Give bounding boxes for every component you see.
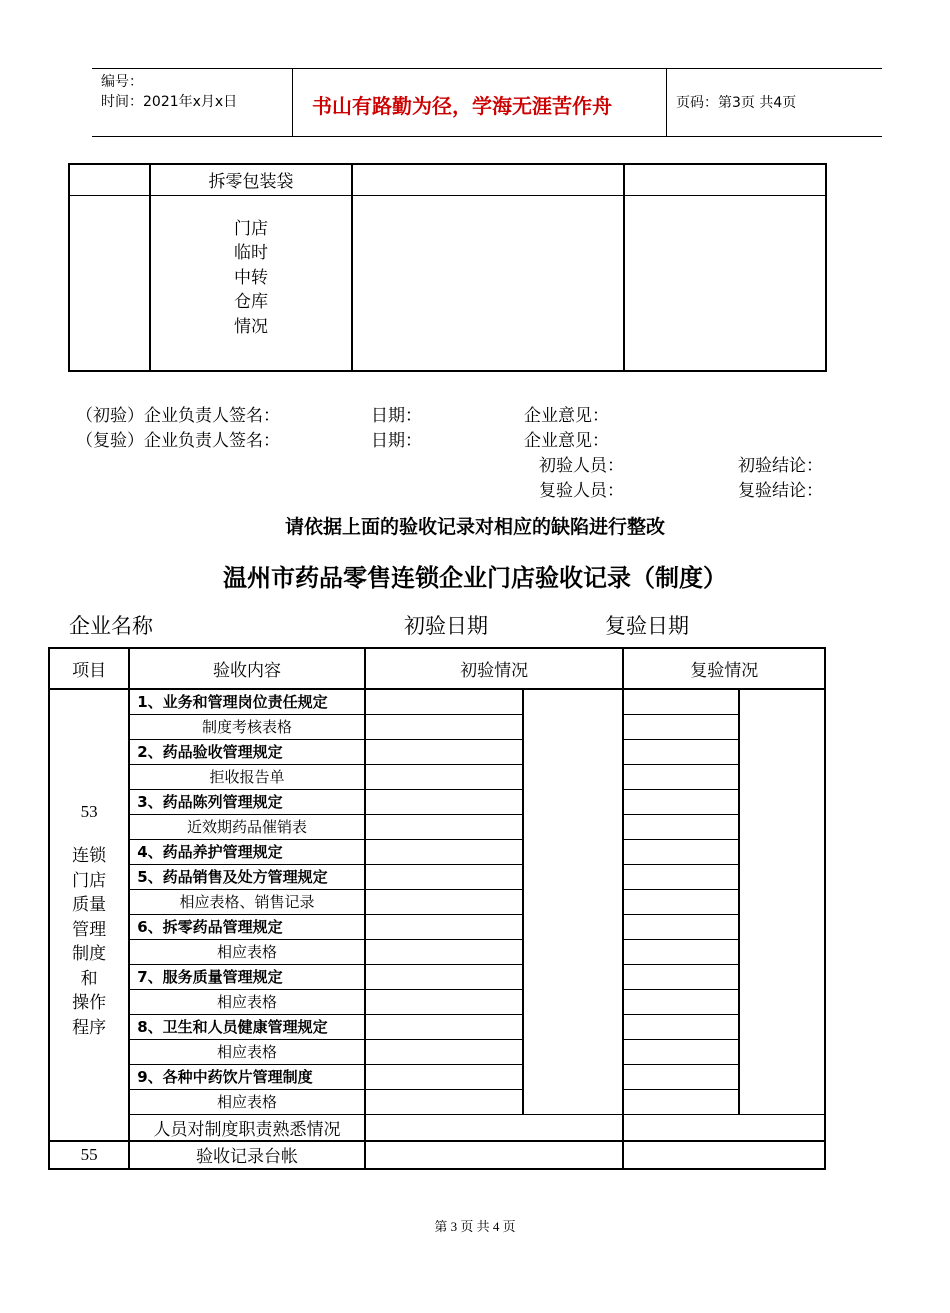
continuation-table <box>68 163 827 372</box>
first-check-cell <box>365 1064 523 1089</box>
first-check-cell <box>365 989 523 1014</box>
group-label-line: 质量 <box>72 895 107 915</box>
table-cell-store-warehouse <box>150 195 352 371</box>
page-info: 页码：第3页 共4页 <box>676 95 797 111</box>
re-check-cell <box>623 839 738 864</box>
first-check-signature-label: （初验）企业负责人签名： <box>76 406 280 426</box>
table-row <box>49 1014 825 1039</box>
content-cell: 相应表格 <box>129 1089 365 1114</box>
re-check-cell <box>623 789 738 814</box>
header-re-check: 复验情况 <box>623 648 825 689</box>
table-row <box>49 889 825 914</box>
content-cell: 拒收报告单 <box>129 764 365 789</box>
re-check-cell <box>623 739 738 764</box>
content-cell: 7、服务质量管理规定 <box>129 964 365 989</box>
re-check-cell <box>623 1141 825 1169</box>
first-check-cell <box>365 764 523 789</box>
group-label-line: 制度 <box>72 944 107 964</box>
table-row <box>49 689 825 714</box>
enterprise-name-label: 企业名称 <box>69 614 153 638</box>
first-check-cell <box>365 739 523 764</box>
re-check-date-label: 日期： <box>371 431 422 451</box>
re-check-cell <box>623 914 738 939</box>
group-label-line: 和 <box>80 968 98 989</box>
re-check-cell <box>623 1064 738 1089</box>
content-cell: 3、药品陈列管理规定 <box>129 789 365 814</box>
group-label-line: 管理 <box>72 919 107 940</box>
table-cell <box>69 164 150 195</box>
content-cell: 8、卫生和人员健康管理规定 <box>129 1014 365 1039</box>
table-row <box>49 1089 825 1114</box>
re-check-cell <box>623 1114 825 1141</box>
re-check-cell <box>623 764 738 789</box>
content-cell: 1、业务和管理岗位责任规定 <box>129 689 365 714</box>
re-check-cell <box>623 1014 738 1039</box>
first-check-cell <box>365 714 523 739</box>
table-row <box>69 195 826 371</box>
table-row <box>49 964 825 989</box>
table-row <box>49 789 825 814</box>
re-check-signature-label: （复验）企业负责人签名： <box>76 431 280 451</box>
content-cell: 相应表格 <box>129 989 365 1014</box>
table-row <box>49 1114 825 1141</box>
group-code: 53 <box>80 802 98 821</box>
doc-time-label: 时间：2021年x月x日 <box>101 94 238 110</box>
header-divider <box>666 68 667 136</box>
content-cell: 相应表格 <box>129 1039 365 1064</box>
re-check-cell <box>623 989 738 1014</box>
content-cell: 5、药品销售及处方管理规定 <box>129 864 365 889</box>
row-code: 55 <box>49 1141 129 1169</box>
table-cell-packaging: 拆零包装袋 <box>150 164 352 195</box>
first-check-cell <box>365 864 523 889</box>
re-check-cell <box>623 1089 738 1114</box>
first-inspector-label: 初验人员： <box>539 456 624 476</box>
table-cell <box>352 195 624 371</box>
table-row <box>49 939 825 964</box>
re-check-opinion-label: 企业意见： <box>524 431 609 451</box>
first-check-cell <box>365 1089 523 1114</box>
first-check-cell <box>365 964 523 989</box>
re-check-date-field: 复验日期 <box>605 614 689 638</box>
first-check-cell <box>365 1039 523 1064</box>
store-warehouse-line: 仓库 <box>234 292 268 312</box>
page-footer: 第 3 页 共 4 页 <box>434 1219 516 1234</box>
table-cell <box>624 195 826 371</box>
rectification-instruction: 请依据上面的验收记录对相应的缺陷进行整改 <box>284 516 665 538</box>
table-cell <box>352 164 624 195</box>
staff-familiarity-cell: 人员对制度职责熟悉情况 <box>129 1114 365 1141</box>
re-check-cell <box>623 1039 738 1064</box>
first-check-date-label: 日期： <box>371 406 422 426</box>
table-cell <box>624 164 826 195</box>
first-check-opinion-label: 企业意见： <box>524 406 609 426</box>
content-cell: 制度考核表格 <box>129 714 365 739</box>
doc-number-label: 编号： <box>101 74 143 90</box>
table-row <box>49 989 825 1014</box>
content-cell: 6、拆零药品管理规定 <box>129 914 365 939</box>
table-header-row <box>49 648 825 689</box>
first-conclusion-label: 初验结论： <box>738 456 823 476</box>
table-row <box>49 864 825 889</box>
content-cell: 相应表格、销售记录 <box>129 889 365 914</box>
first-check-cell <box>365 689 523 714</box>
header-bottom-rule <box>92 136 882 137</box>
re-inspector-label: 复验人员： <box>539 481 624 501</box>
first-check-cell <box>365 1014 523 1039</box>
group-label-line: 门店 <box>72 870 107 891</box>
re-conclusion-label: 复验结论： <box>738 481 823 501</box>
content-cell: 4、药品养护管理规定 <box>129 839 365 864</box>
table-row <box>49 764 825 789</box>
re-check-cell <box>623 689 738 714</box>
re-check-cell <box>623 814 738 839</box>
first-check-merged-cell <box>523 689 623 1114</box>
table-row <box>49 1141 825 1169</box>
group-label-line: 连锁 <box>72 846 107 866</box>
acceptance-record-table <box>48 647 826 1170</box>
first-check-cell <box>365 789 523 814</box>
table-cell <box>69 195 150 371</box>
re-check-cell <box>623 939 738 964</box>
table-row <box>49 714 825 739</box>
first-check-cell <box>365 839 523 864</box>
re-check-cell <box>623 889 738 914</box>
store-warehouse-line: 中转 <box>234 267 268 288</box>
group-label-line: 程序 <box>72 1017 107 1038</box>
content-cell: 2、药品验收管理规定 <box>129 739 365 764</box>
content-cell: 9、各种中药饮片管理制度 <box>129 1064 365 1089</box>
re-check-cell <box>623 964 738 989</box>
table-row <box>49 739 825 764</box>
store-warehouse-line: 情况 <box>234 316 268 337</box>
header-item: 项目 <box>49 648 129 689</box>
table-row <box>49 1039 825 1064</box>
first-check-cell <box>365 1114 624 1141</box>
header-content: 验收内容 <box>129 648 365 689</box>
first-check-cell <box>365 814 523 839</box>
table-row <box>49 814 825 839</box>
first-check-date-field: 初验日期 <box>404 614 488 638</box>
content-cell: 近效期药品催销表 <box>129 814 365 839</box>
first-check-cell <box>365 1141 624 1169</box>
first-check-cell <box>365 889 523 914</box>
group-label-line: 操作 <box>72 993 107 1013</box>
group-cell-53 <box>49 689 129 1141</box>
header-first-check: 初验情况 <box>365 648 624 689</box>
re-check-cell <box>623 714 738 739</box>
header-motto: 书山有路勤为径，学海无涯苦作舟 <box>312 94 612 118</box>
ledger-cell: 验收记录台帐 <box>129 1141 365 1169</box>
first-check-cell <box>365 939 523 964</box>
content-cell: 相应表格 <box>129 939 365 964</box>
header-divider <box>292 68 293 136</box>
table-row <box>49 1064 825 1089</box>
table-row <box>69 164 826 195</box>
header-top-rule <box>92 68 882 69</box>
re-check-merged-cell <box>739 689 825 1114</box>
first-check-cell <box>365 914 523 939</box>
table-row <box>49 914 825 939</box>
store-warehouse-line: 临时 <box>234 243 268 263</box>
store-warehouse-line: 门店 <box>234 218 268 239</box>
table-row <box>49 839 825 864</box>
page-title: 温州市药品零售连锁企业门店验收记录（制度） <box>223 564 727 592</box>
re-check-cell <box>623 864 738 889</box>
